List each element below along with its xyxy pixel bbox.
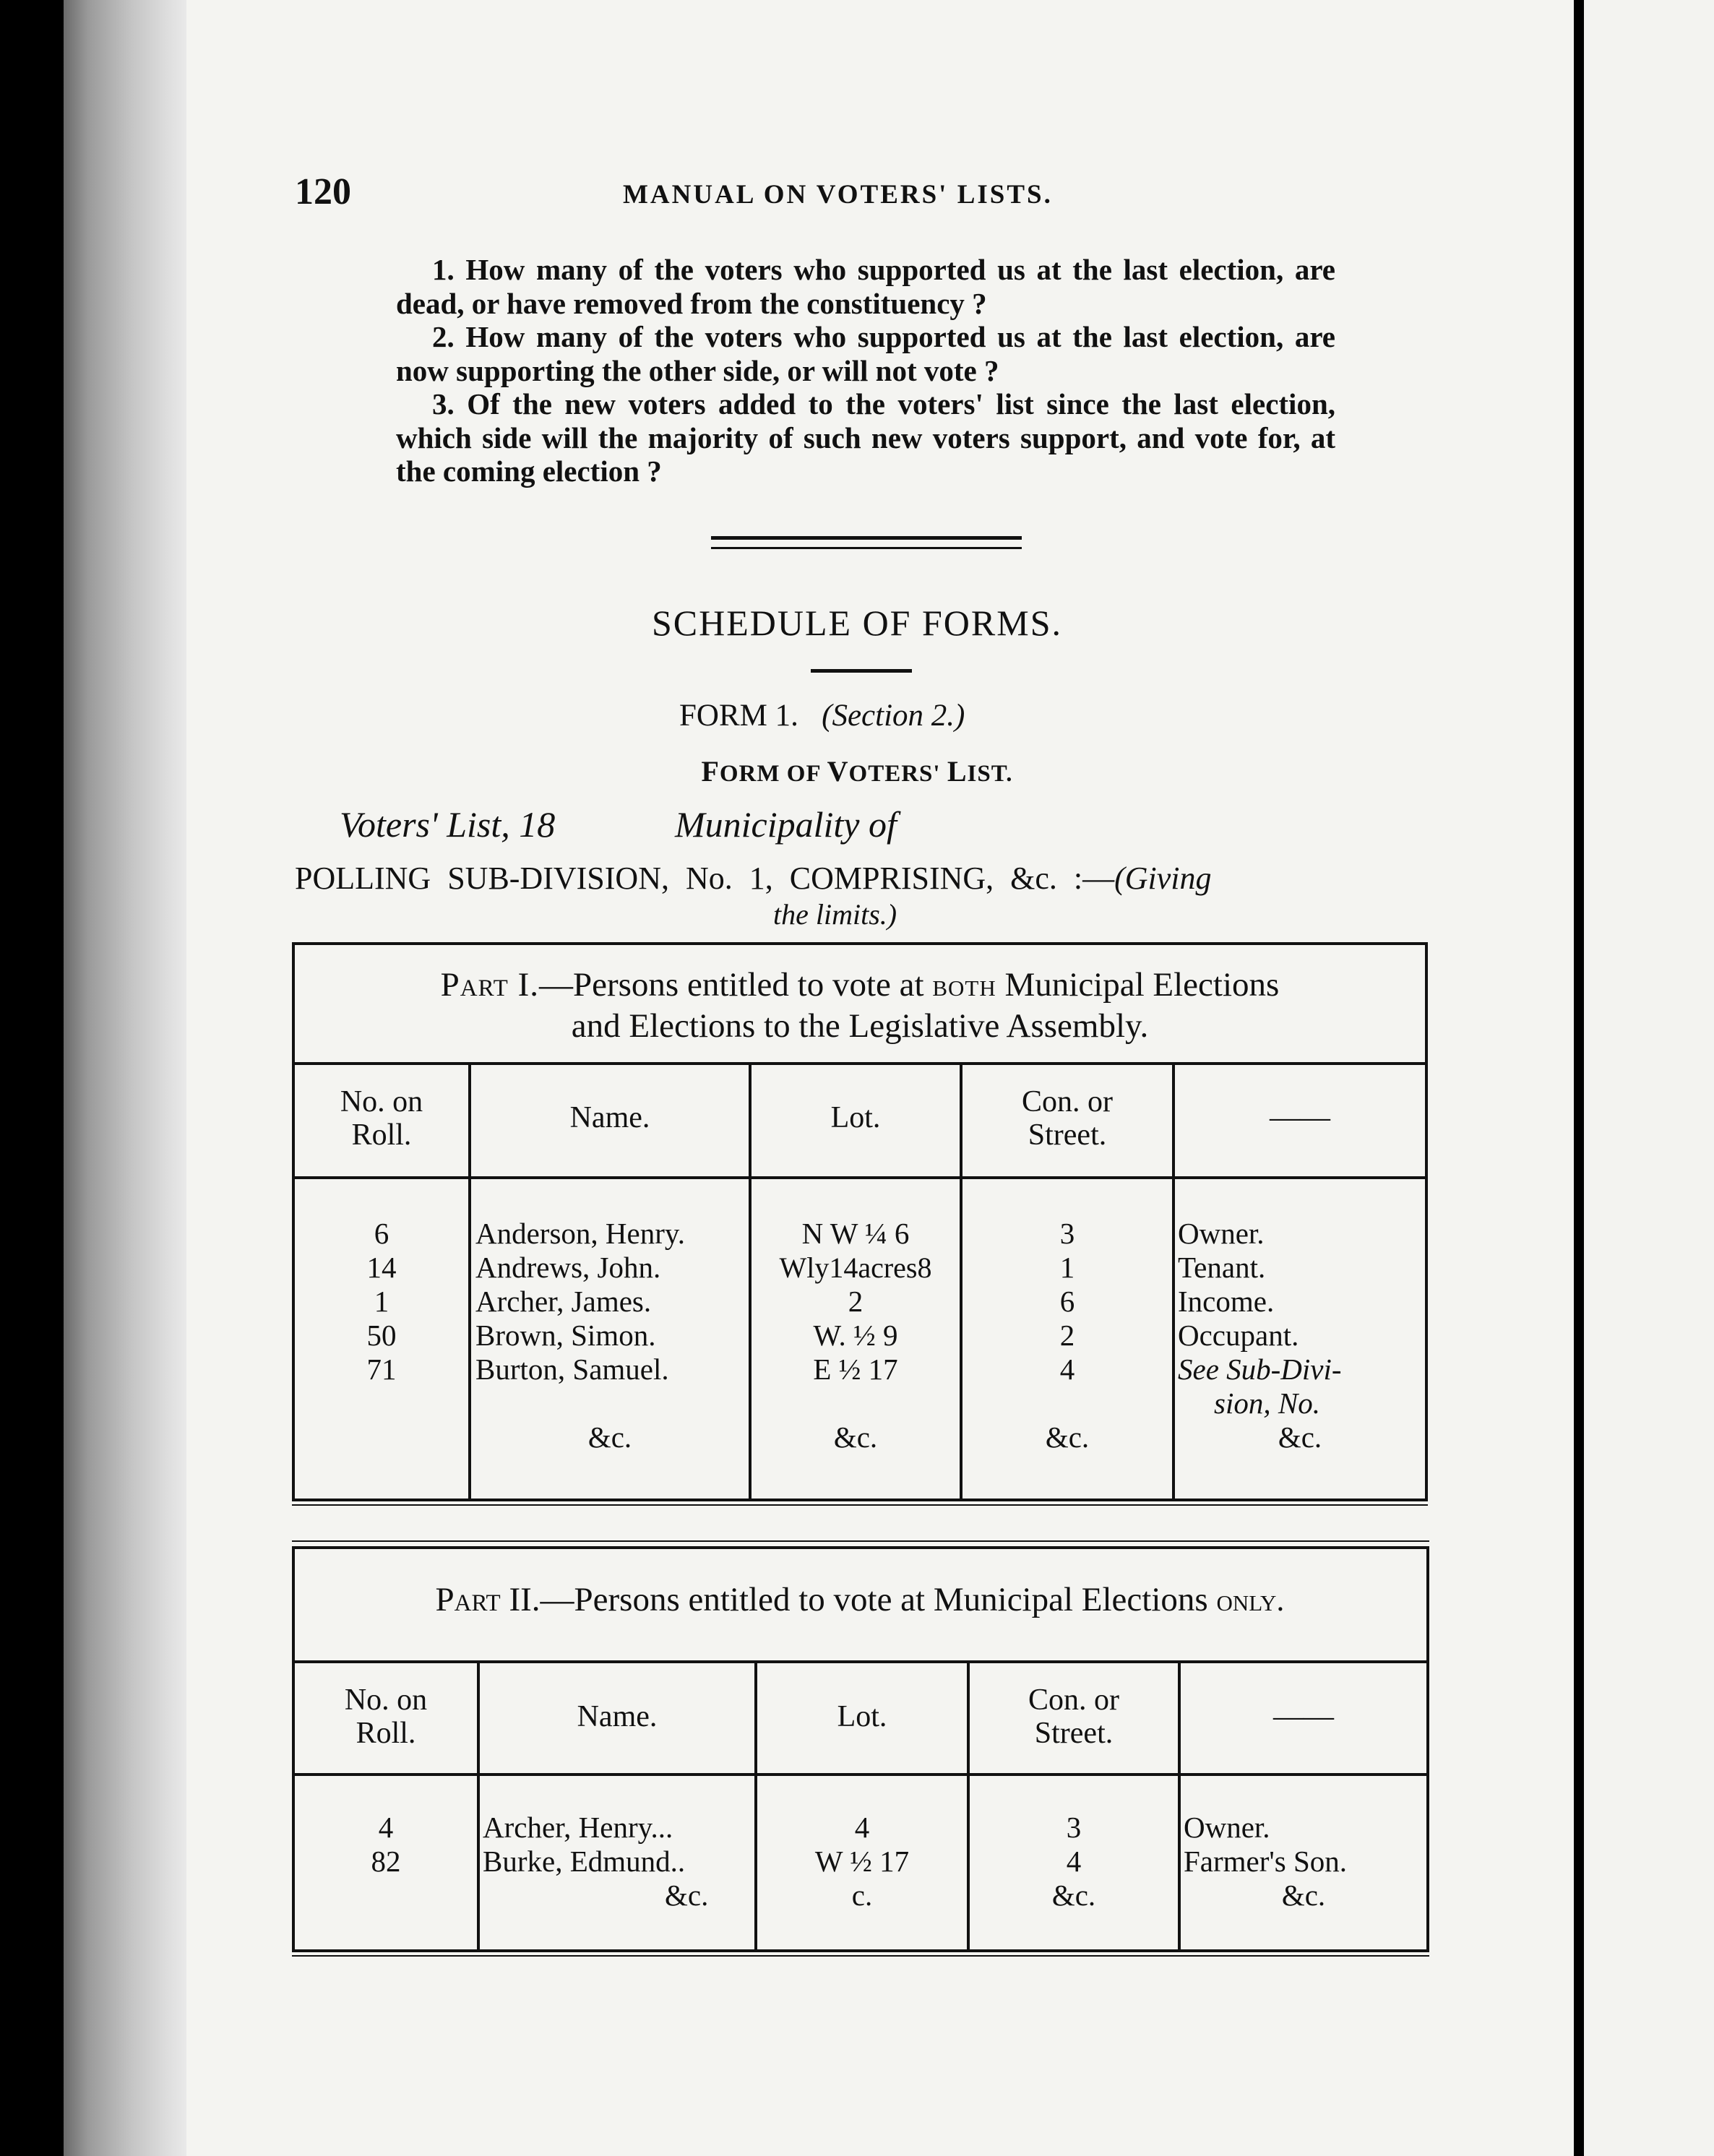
polling-text: POLLING SUB-DIVISION, No. 1, COMPRISING, &c. :— (295, 861, 1115, 896)
row-qualification: Owner. (1178, 1217, 1265, 1250)
part1-header-no-on-roll (295, 1085, 468, 1152)
header-text: No. on (340, 1085, 423, 1118)
header-text: Street. (1034, 1717, 1114, 1750)
double-rule-bottom (711, 547, 1022, 549)
form-heading (679, 698, 965, 733)
row-lot: W. ½ 9 (813, 1319, 898, 1352)
part2-header-bottom-rule (292, 1773, 1429, 1776)
etc-qualification: &c. (1278, 1420, 1322, 1454)
row-lot: W ½ 17 (814, 1845, 910, 1878)
part1-title-both: both (932, 967, 996, 1003)
short-rule (811, 669, 912, 673)
polling-limits: the limits.) (773, 898, 897, 931)
part1-title-text: —Persons entitled to vote at (538, 966, 933, 1004)
header-text: Con. or (1028, 1683, 1119, 1717)
header-text: Roll. (351, 1118, 412, 1152)
row-lot: Wly14acres8 (779, 1251, 932, 1284)
part2-title-only: only. (1216, 1582, 1285, 1618)
row-name: Archer, James. (475, 1285, 652, 1318)
part1-right-border (1425, 942, 1428, 1501)
row-lot: 2 (848, 1285, 864, 1318)
row-con: 1 (1059, 1251, 1075, 1284)
row-name: Andrews, John. (475, 1251, 661, 1284)
row-con: 6 (1059, 1285, 1075, 1318)
etc-con: &c. (1045, 1420, 1090, 1454)
part1-bottom-rule (292, 1499, 1428, 1501)
row-qualification: Owner. (1184, 1811, 1270, 1844)
part1-title-text: Municipal Elections (996, 966, 1280, 1004)
row-name: Anderson, Henry. (475, 1217, 685, 1250)
row-con: 3 (1059, 1217, 1075, 1250)
part2-top-rule-2 (292, 1546, 1429, 1549)
etc-lot: &c. (833, 1420, 878, 1454)
form-label: FORM 1. (679, 699, 798, 733)
page-number: 120 (295, 171, 351, 212)
row-name: Brown, Simon. (475, 1319, 656, 1352)
subtitle-part: IST. (967, 761, 1013, 787)
book-page-edge (64, 0, 186, 2156)
row-no: 71 (366, 1353, 397, 1386)
row-no: 6 (374, 1217, 389, 1250)
part2-header-blank: —— (1273, 1700, 1334, 1733)
part2-right-border (1426, 1546, 1429, 1952)
part2-header-top-rule (292, 1660, 1429, 1663)
question-item: 1. How many of the voters who supported us at the last election, are dead, or have removed from the constituency ? (396, 253, 1335, 320)
etc-name: &c. (587, 1420, 632, 1454)
etc-lot: c. (851, 1879, 873, 1912)
row-no: 1 (374, 1285, 389, 1318)
row-lot: N W ¼ 6 (801, 1217, 910, 1250)
part1-header-lot: Lot. (830, 1101, 881, 1134)
form-subtitle (0, 754, 1714, 788)
etc-con: &c. (1051, 1879, 1096, 1912)
etc-qualification: &c. (1281, 1879, 1326, 1912)
row-qualification: Farmer's Son. (1184, 1845, 1348, 1878)
facing-page-edge (1584, 0, 1714, 2156)
part1-header-top-rule (292, 1062, 1428, 1065)
part2-bottom-rule (292, 1949, 1429, 1952)
etc-name: &c. (665, 1879, 709, 1912)
polling-giving: (Giving (1114, 861, 1212, 896)
row-qualification: Occupant. (1178, 1319, 1299, 1352)
row-name: Burton, Samuel. (475, 1353, 669, 1386)
part1-header-name: Name. (569, 1101, 650, 1134)
polling-subdivision (295, 860, 1422, 897)
row-no: 4 (378, 1811, 394, 1844)
row-qualification: See Sub-Divi- (1178, 1353, 1342, 1386)
part2-label: Part II. (435, 1581, 541, 1618)
subtitle-part: V (827, 755, 849, 788)
voters-list-year: Voters' List, 18 (340, 804, 556, 845)
part1-title (311, 965, 1409, 1046)
part1-header-con (962, 1085, 1172, 1152)
subtitle-part: F (701, 755, 720, 788)
header-text: No. on (344, 1683, 428, 1717)
part1-top-rule (292, 942, 1428, 945)
part1-bottom-rule-2 (292, 1504, 1428, 1506)
row-con: 3 (1066, 1811, 1082, 1844)
row-con: 2 (1059, 1319, 1075, 1352)
row-qualification: Tenant. (1178, 1251, 1266, 1284)
header-text: Street. (1028, 1118, 1107, 1152)
subtitle-part: L (947, 755, 968, 788)
part2-bottom-rule-2 (292, 1955, 1429, 1957)
row-con: 4 (1059, 1353, 1075, 1386)
row-name: Archer, Henry... (483, 1811, 673, 1844)
part1-label: Part I. (440, 966, 539, 1004)
row-lot: E ½ 17 (813, 1353, 898, 1386)
form-section: (Section 2.) (822, 699, 965, 733)
part2-top-rule (292, 1540, 1429, 1542)
subtitle-part: ORM OF (719, 761, 827, 787)
running-title: MANUAL ON VOTERS' LISTS. (623, 180, 1053, 210)
question-item: 2. How many of the voters who supported us at the last election, are now supporting the other side, or will not vote ? (396, 320, 1335, 387)
question-list (396, 253, 1335, 488)
row-name: Burke, Edmund.. (483, 1845, 686, 1878)
row-lot: 4 (854, 1811, 870, 1844)
row-no: 50 (366, 1319, 397, 1352)
part1-header-blank: —— (1270, 1101, 1330, 1134)
schedule-title: SCHEDULE OF FORMS. (651, 603, 1063, 643)
qualification-continuation: sion, No. (1214, 1387, 1320, 1420)
part2-title-text: —Persons entitled to vote at Municipal Elections (540, 1581, 1217, 1618)
part2-header-con (970, 1683, 1178, 1750)
part1-header-bottom-rule (292, 1176, 1428, 1179)
header-text: Roll. (356, 1717, 416, 1750)
header-text: Con. or (1022, 1085, 1113, 1118)
part1-title-line2: and Elections to the Legislative Assembly. (571, 1007, 1149, 1045)
row-no: 82 (371, 1845, 401, 1878)
part2-header-lot: Lot. (837, 1700, 887, 1733)
part2-header-no-on-roll (295, 1683, 477, 1750)
part2-header-name: Name. (577, 1700, 658, 1733)
subtitle-part: OTERS' (848, 761, 947, 787)
municipality-label: Municipality of (675, 804, 897, 845)
row-no: 14 (366, 1251, 397, 1284)
row-qualification: Income. (1178, 1285, 1275, 1318)
double-rule-top (711, 536, 1022, 540)
question-item: 3. Of the new voters added to the voters' list since the last election, which side will the majority of such new voters support, and vote for, at the coming election ? (396, 387, 1335, 488)
row-con: 4 (1066, 1845, 1082, 1878)
part2-title (311, 1579, 1409, 1621)
